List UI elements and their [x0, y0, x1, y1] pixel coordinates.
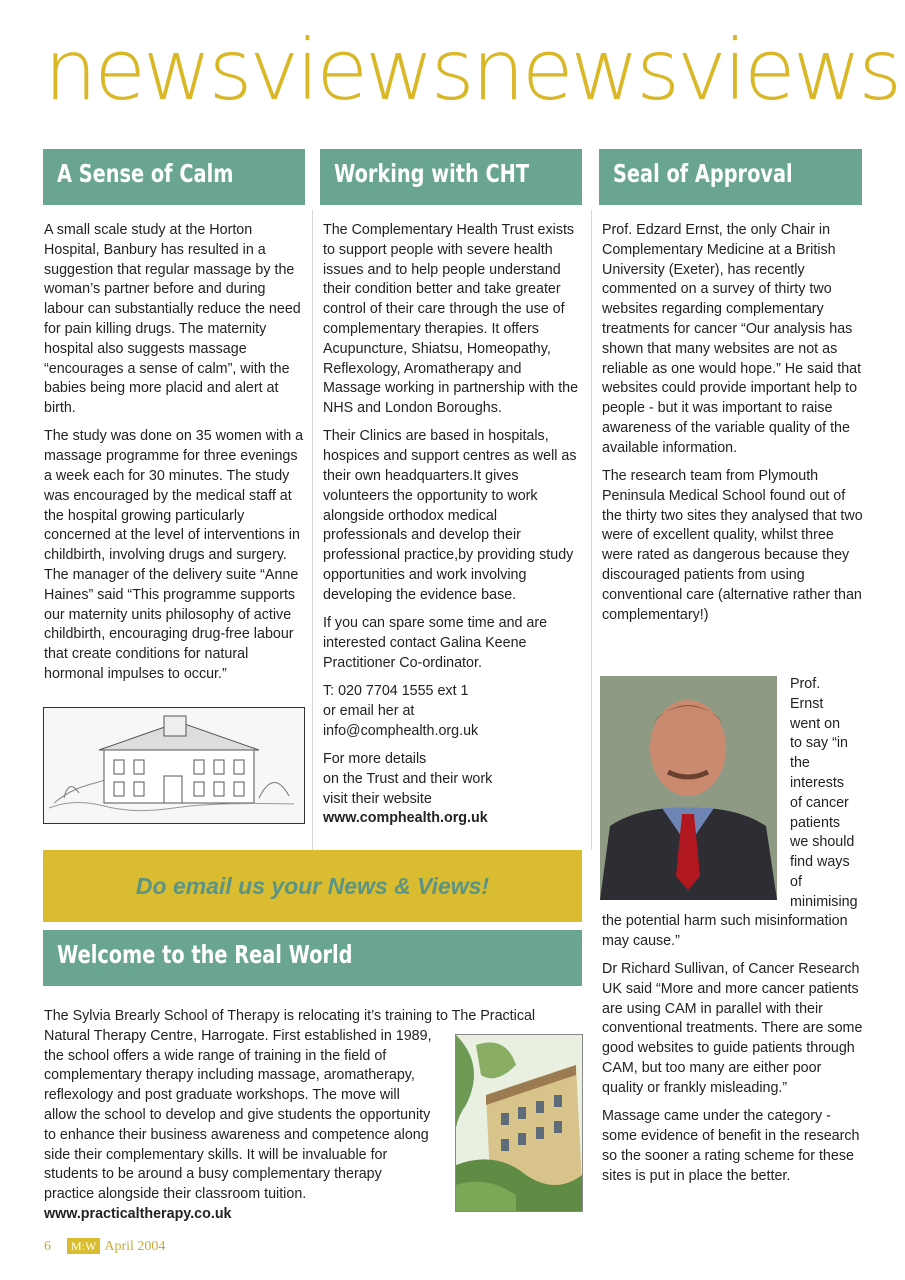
seal-paragraph-4: Dr Richard Sullivan, of Cancer Research UK said “More and more cancer patients are using CAM in parallel with their conventional treatments. There are some good websites to guide patients through CAM, but too many are either poor quality or frankly misleading.”	[602, 961, 863, 1096]
prof-ernst-photo	[600, 676, 777, 900]
therapy-centre-painting	[455, 1034, 583, 1212]
welcome-line: to enhance their business awareness and competence along	[44, 1126, 429, 1143]
article-working-with-cht	[323, 221, 583, 838]
email-us-banner-text: Do email us your News & Views!	[135, 873, 490, 899]
welcome-line: complementary therapy including massage, aromatherapy,	[44, 1067, 415, 1084]
cht-paragraph-1: The Complementary Health Trust exists to support people with severe health issues and to help people understand their condition better and take greater control of their care through the use of complementary therapies. It offers Acupuncture, Shiatsu, Homeopathy, Reflexology, Aromatherapy and Massage working in partnership with the NHS and London Boroughs.	[323, 222, 579, 417]
wrap-line: Prof.	[790, 676, 821, 692]
seal-wrap-text	[790, 675, 864, 913]
page-footer	[44, 1238, 165, 1255]
hospital-sketch-image	[43, 707, 305, 824]
calm-paragraph-1: A small scale study at the Horton Hospital, Banbury has resulted in a suggestion that regular massage by the woman’s partner before and during labour can substantially reduce the need for pain killing drugs. The maternity hospital also suggests massage “encourages a sense of calm”, with the babies being more placid and alert at birth.	[44, 222, 301, 417]
cht-email-link[interactable]: info@comphealth.org.uk	[323, 722, 479, 739]
column-divider	[312, 210, 313, 850]
cht-paragraph-3: If you can spare some time and are interested contact Galina Keene Practitioner Co-ordinator.	[323, 615, 548, 671]
header-working-with-cht	[320, 149, 582, 205]
header-seal-of-approval-text: Seal of Approval	[613, 159, 793, 188]
welcome-line: The Sylvia Brearly School of Therapy is relocating it’s training to The Practical	[44, 1008, 536, 1024]
painting-drawing	[456, 1035, 582, 1211]
cht-email-intro: or email her at	[323, 702, 415, 719]
welcome-line: Natural Therapy Centre, Harrogate. First established in 1989,	[44, 1027, 432, 1044]
welcome-line: allow the school to develop and give students the opportunity	[44, 1106, 431, 1123]
wrap-line: of cancer	[790, 794, 849, 811]
email-us-banner	[43, 850, 582, 922]
welcome-website-link[interactable]: www.practicaltherapy.co.uk	[44, 1205, 232, 1222]
cht-details-line-3: visit their website	[323, 790, 432, 807]
cht-details-line-1: For more details	[323, 750, 427, 767]
welcome-line: the school offers a wide range of training in the field of	[44, 1047, 387, 1064]
seal-paragraph-5: Massage came under the category - some evidence of benefit in the research so the sooner a rating scheme for these sites is put in place the better.	[602, 1108, 860, 1184]
wrap-line: went on	[790, 715, 841, 732]
wrap-line: patients	[790, 814, 841, 831]
wrap-line: Ernst	[790, 695, 824, 712]
welcome-line: students to be around a busy complementary therapy	[44, 1166, 382, 1183]
issue-date: April 2004	[104, 1239, 166, 1254]
header-sense-of-calm	[43, 149, 305, 205]
wrap-line: of	[790, 873, 802, 890]
seal-paragraph-3-tail: the potential harm such misinformation may cause.”	[602, 913, 848, 949]
wrap-line: interests	[790, 774, 845, 791]
wrap-line: find ways	[790, 854, 850, 871]
wrap-line: the	[790, 755, 810, 772]
header-seal-of-approval	[599, 149, 862, 205]
column-divider	[591, 210, 592, 850]
page-number: 6	[44, 1239, 51, 1254]
cht-details-line-2: on the Trust and their work	[323, 770, 493, 787]
portrait-drawing	[600, 676, 777, 900]
header-welcome-real-world	[43, 930, 582, 986]
hospital-sketch-drawing	[44, 708, 304, 823]
calm-paragraph-2: The study was done on 35 women with a massage programme for three evenings a week each for 30 minutes. The study was encouraged by the medical staff at the hospital growing particularly concerned at the level of interventions in childbirth, involving drugs and surgery. The manager of the delivery suite “Anne Haines” said “This programme supports our maternity units philosophy of active childbirth, encouraging drug-free labour that create conditions for natural hormonal impulses to occur.”	[44, 428, 304, 683]
wrap-line: we should	[790, 834, 855, 851]
wrap-line: minimising	[790, 893, 858, 910]
cht-website-link[interactable]: www.comphealth.org.uk	[323, 810, 488, 827]
header-sense-of-calm-text: A Sense of Calm	[57, 159, 234, 188]
article-sense-of-calm	[44, 221, 306, 693]
article-seal-of-approval	[602, 221, 864, 634]
cht-paragraph-2: Their Clinics are based in hospitals, hospices and support centres as well as their own headquarters.It gives volunteers the opportunity to work alongside orthodox medical professionals and develop their professional practice,by providing study opportunities and work involving developing the evidence base.	[323, 428, 577, 603]
wrap-line: to say “in	[790, 735, 849, 752]
welcome-line: practice alongside their classroom tuition.	[44, 1186, 307, 1203]
masthead: newsviewsnewsviews	[44, 21, 900, 119]
header-welcome-real-world-text: Welcome to the Real World	[57, 940, 353, 969]
publication-badge: M:W	[67, 1238, 100, 1254]
seal-continued	[602, 912, 864, 1195]
cht-phone: T: 020 7704 1555 ext 1	[323, 683, 469, 700]
welcome-line: reflexology and post graduate workshops. The move will	[44, 1087, 400, 1104]
seal-paragraph-2: The research team from Plymouth Peninsula Medical School found out of the thirty two sites they analysed that two were of excellent quality, whilst three were rated as dangerous because they discouraged patients from using conventional care (alternative rather than complementary!)	[602, 468, 863, 623]
seal-paragraph-1: Prof. Edzard Ernst, the only Chair in Complementary Medicine at a British University (Exeter), has recently commented on a survey of thirty two websites regarding complementary treatments for cancer “Our analysis has shown that many websites are not as reliable as one would hope.” He said that websites could provide important help to people - but it was important to raise awareness of the variable quality of the available information.	[602, 222, 862, 456]
welcome-line: side their complementary skills. It will be invaluable for	[44, 1146, 388, 1163]
header-working-with-cht-text: Working with CHT	[334, 159, 530, 188]
